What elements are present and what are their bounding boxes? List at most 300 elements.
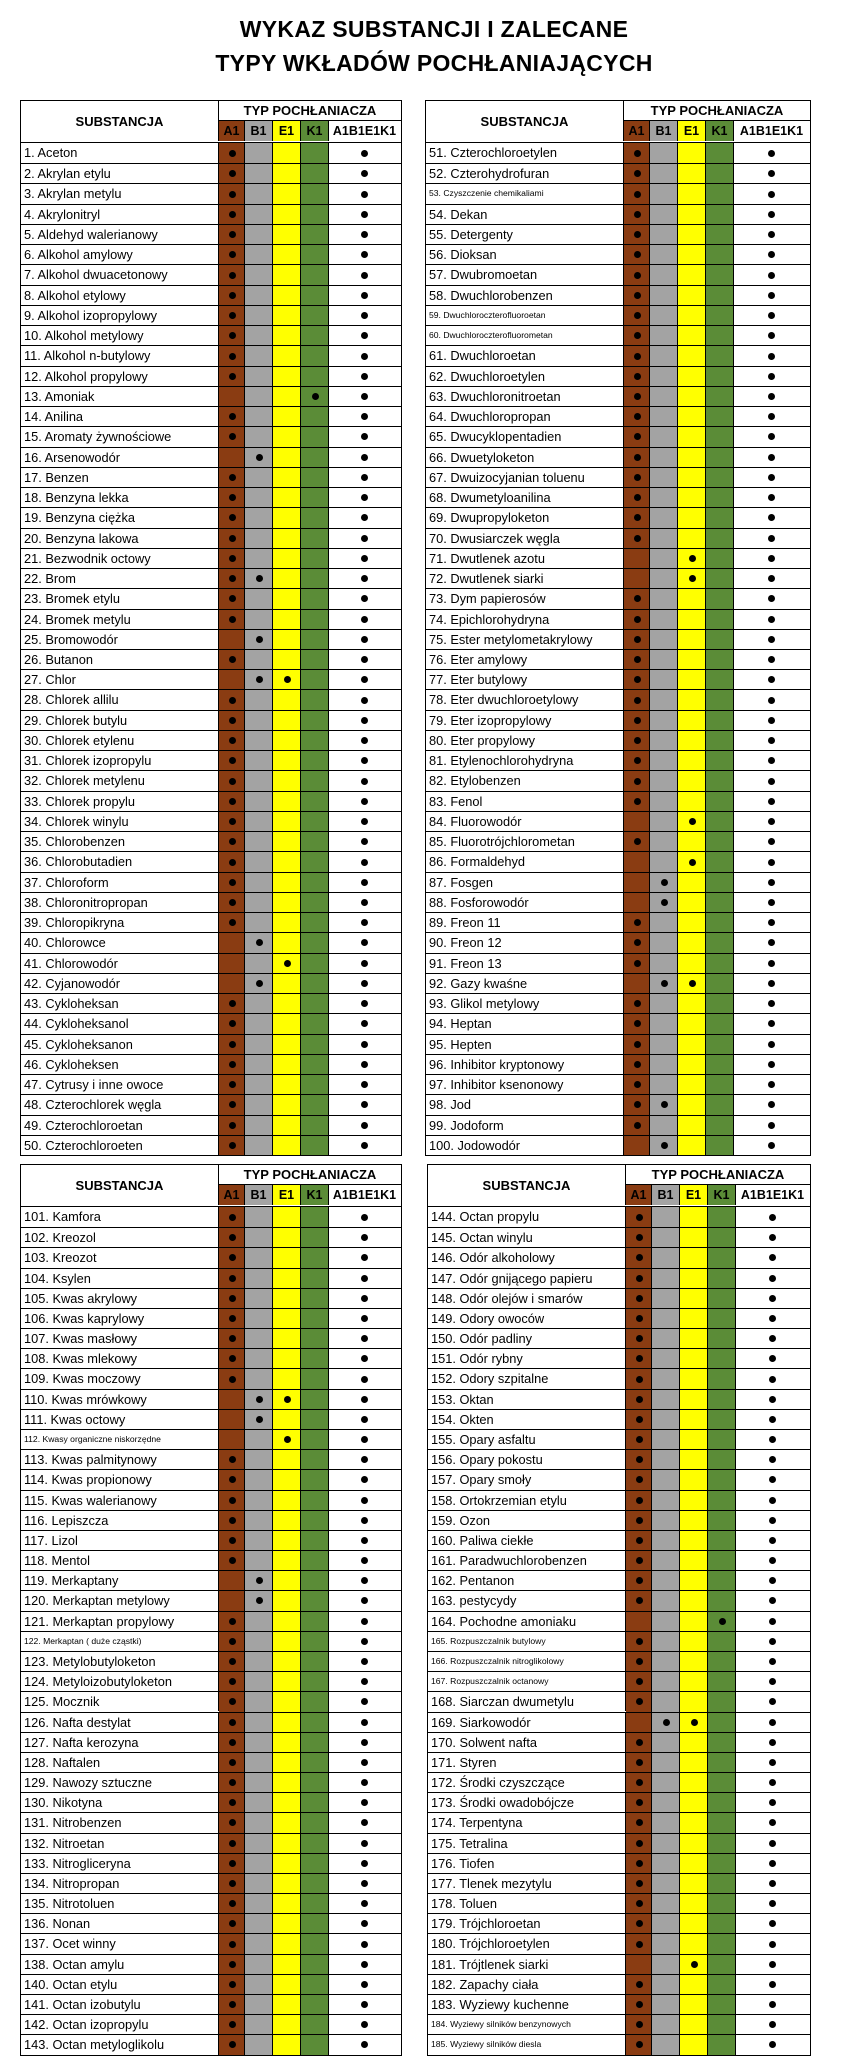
substance-name: 158. Ortokrzemian etylu bbox=[428, 1491, 626, 1510]
substance-name: 175. Tetralina bbox=[428, 1834, 626, 1853]
table-row bbox=[428, 1429, 810, 1449]
marker-dot-b1 bbox=[256, 980, 263, 987]
table-row bbox=[428, 1873, 810, 1893]
substance-name: 9. Alkohol izopropylowy bbox=[21, 306, 219, 325]
column-header-b1: B1 bbox=[652, 1185, 680, 1205]
table-row bbox=[428, 1631, 810, 1651]
substance-name: 26. Butanon bbox=[21, 650, 219, 669]
marker-dot-all bbox=[361, 1456, 368, 1463]
substance-name: 155. Opary asfaltu bbox=[428, 1430, 626, 1449]
marker-dot-all bbox=[768, 353, 775, 360]
marker-dot-all bbox=[768, 899, 775, 906]
marker-dot-e1 bbox=[691, 1961, 698, 1968]
marker-dot-all bbox=[768, 717, 775, 724]
table-row bbox=[428, 1550, 810, 1570]
substance-name: 168. Siarczan dwumetylu bbox=[428, 1692, 626, 1711]
table-row bbox=[21, 993, 401, 1013]
marker-dot-a1 bbox=[636, 1920, 643, 1927]
table-row bbox=[426, 325, 810, 345]
marker-dot-all bbox=[768, 1101, 775, 1108]
table-row bbox=[428, 1409, 810, 1429]
marker-dot-all bbox=[769, 1416, 776, 1423]
marker-dot-a1 bbox=[229, 818, 236, 825]
substance-name: 131. Nitrobenzen bbox=[21, 1813, 219, 1832]
marker-dot-all bbox=[768, 231, 775, 238]
marker-dot-all bbox=[768, 211, 775, 218]
marker-dot-all bbox=[361, 1142, 368, 1149]
marker-dot-all bbox=[361, 251, 368, 258]
substance-name: 108. Kwas mlekowy bbox=[21, 1349, 219, 1368]
table-row bbox=[21, 629, 401, 649]
marker-dot-a1 bbox=[636, 1456, 643, 1463]
table-row bbox=[21, 912, 401, 932]
marker-dot-all bbox=[361, 1020, 368, 1027]
substance-name: 98. Jod bbox=[426, 1095, 624, 1114]
marker-dot-e1 bbox=[691, 1719, 698, 1726]
marker-dot-all bbox=[361, 1376, 368, 1383]
marker-dot-all bbox=[361, 1061, 368, 1068]
substance-name: 153. Oktan bbox=[428, 1390, 626, 1409]
marker-dot-a1 bbox=[229, 555, 236, 562]
marker-dot-all bbox=[768, 393, 775, 400]
substance-name: 56. Dioksan bbox=[426, 245, 624, 264]
marker-dot-a1 bbox=[634, 1020, 641, 1027]
table-row bbox=[21, 224, 401, 244]
marker-dot-all bbox=[361, 737, 368, 744]
substance-name: 97. Inhibitor ksenonowy bbox=[426, 1075, 624, 1094]
table-row bbox=[426, 669, 810, 689]
table-row bbox=[428, 1348, 810, 1368]
substance-name: 151. Odór rybny bbox=[428, 1349, 626, 1368]
marker-dot-a1 bbox=[229, 1900, 236, 1907]
marker-dot-all bbox=[361, 1597, 368, 1604]
substance-name: 91. Freon 13 bbox=[426, 954, 624, 973]
marker-dot-all bbox=[768, 292, 775, 299]
table-row bbox=[426, 163, 810, 183]
substance-name: 106. Kwas kaprylowy bbox=[21, 1309, 219, 1328]
substance-name: 22. Brom bbox=[21, 569, 219, 588]
marker-dot-all bbox=[361, 798, 368, 805]
table-row bbox=[21, 710, 401, 730]
marker-dot-all bbox=[769, 1355, 776, 1362]
substance-name: 29. Chlorek butylu bbox=[21, 711, 219, 730]
marker-dot-all bbox=[361, 494, 368, 501]
marker-dot-b1 bbox=[256, 575, 263, 582]
marker-dot-b1 bbox=[256, 636, 263, 643]
substance-name: 51. Czterochloroetylen bbox=[426, 143, 624, 163]
marker-dot-a1 bbox=[229, 494, 236, 501]
substance-name: 8. Alkohol etylowy bbox=[21, 286, 219, 305]
marker-dot-a1 bbox=[634, 595, 641, 602]
marker-dot-all bbox=[769, 1941, 776, 1948]
column-header-a1: A1 bbox=[219, 1185, 245, 1205]
marker-dot-a1 bbox=[229, 1020, 236, 1027]
substance-table-3 bbox=[20, 1164, 402, 2056]
marker-dot-a1 bbox=[636, 1819, 643, 1826]
substance-name: 10. Alkohol metylowy bbox=[21, 326, 219, 345]
marker-dot-a1 bbox=[229, 1537, 236, 1544]
table-row bbox=[21, 2014, 401, 2034]
table-row bbox=[426, 791, 810, 811]
table-row bbox=[21, 1449, 401, 1469]
column-header-a1: A1 bbox=[626, 1185, 652, 1205]
table-row bbox=[426, 204, 810, 224]
table-row bbox=[21, 1490, 401, 1510]
substance-name: 142. Octan izopropylu bbox=[21, 2015, 219, 2034]
table-row bbox=[21, 1671, 401, 1691]
marker-dot-all bbox=[768, 474, 775, 481]
table-row bbox=[426, 244, 810, 264]
marker-dot-a1 bbox=[636, 1678, 643, 1685]
table-row bbox=[428, 1974, 810, 1994]
marker-dot-a1 bbox=[229, 1476, 236, 1483]
substance-name: 183. Wyziewy kuchenne bbox=[428, 1995, 626, 2014]
substance-name: 167. Rozpuszczalnik octanowy bbox=[428, 1672, 626, 1691]
marker-dot-a1 bbox=[636, 1557, 643, 1564]
marker-dot-a1 bbox=[229, 231, 236, 238]
substance-name: 18. Benzyna lekka bbox=[21, 488, 219, 507]
marker-dot-e1 bbox=[689, 980, 696, 987]
table-row bbox=[21, 689, 401, 709]
marker-dot-e1 bbox=[689, 555, 696, 562]
marker-dot-a1 bbox=[636, 1840, 643, 1847]
substance-name: 21. Bezwodnik octowy bbox=[21, 549, 219, 568]
substance-name: 178. Toluen bbox=[428, 1894, 626, 1913]
substance-name: 99. Jodoform bbox=[426, 1116, 624, 1135]
table-row bbox=[21, 1510, 401, 1530]
marker-dot-all bbox=[769, 1779, 776, 1786]
marker-dot-a1 bbox=[229, 535, 236, 542]
marker-dot-all bbox=[361, 312, 368, 319]
marker-dot-all bbox=[361, 170, 368, 177]
table-row bbox=[21, 264, 401, 284]
marker-dot-all bbox=[769, 1335, 776, 1342]
substance-name: 120. Merkaptan metylowy bbox=[21, 1591, 219, 1610]
marker-dot-a1 bbox=[229, 1719, 236, 1726]
marker-dot-all bbox=[769, 2041, 776, 2048]
marker-dot-a1 bbox=[229, 1618, 236, 1625]
marker-dot-all bbox=[361, 980, 368, 987]
substance-name: 143. Octan metyloglikolu bbox=[21, 2035, 219, 2054]
substance-header: SUBSTANCJA bbox=[426, 101, 624, 141]
substance-name: 118. Mentol bbox=[21, 1551, 219, 1570]
marker-dot-all bbox=[361, 1476, 368, 1483]
marker-dot-a1 bbox=[634, 433, 641, 440]
table-row bbox=[428, 1469, 810, 1489]
substance-name: 77. Eter butylowy bbox=[426, 670, 624, 689]
marker-dot-all bbox=[768, 312, 775, 319]
substance-name: 47. Cytrusy i inne owoce bbox=[21, 1075, 219, 1094]
table-row bbox=[21, 1054, 401, 1074]
substance-name: 170. Solwent nafta bbox=[428, 1733, 626, 1752]
column-header-k1: K1 bbox=[301, 1185, 329, 1205]
column-header-a1b1e1k1: A1B1E1K1 bbox=[734, 121, 809, 141]
marker-dot-all bbox=[768, 879, 775, 886]
marker-dot-all bbox=[361, 1041, 368, 1048]
marker-dot-all bbox=[769, 1900, 776, 1907]
marker-dot-a1 bbox=[634, 1000, 641, 1007]
marker-dot-all bbox=[361, 1517, 368, 1524]
substance-name: 110. Kwas mrówkowy bbox=[21, 1390, 219, 1409]
marker-dot-all bbox=[361, 1920, 368, 1927]
marker-dot-all bbox=[361, 859, 368, 866]
marker-dot-all bbox=[768, 433, 775, 440]
table-header bbox=[21, 101, 401, 143]
marker-dot-a1 bbox=[229, 332, 236, 339]
marker-dot-a1 bbox=[229, 292, 236, 299]
table-row bbox=[428, 1994, 810, 2014]
substance-name: 72. Dwutlenek siarki bbox=[426, 569, 624, 588]
marker-dot-a1 bbox=[636, 1597, 643, 1604]
marker-dot-all bbox=[769, 1315, 776, 1322]
table-row bbox=[21, 1247, 401, 1267]
marker-dot-a1 bbox=[634, 1041, 641, 1048]
table-row bbox=[21, 1732, 401, 1752]
table-row bbox=[426, 426, 810, 446]
marker-dot-b1 bbox=[661, 1142, 668, 1149]
table-row bbox=[426, 932, 810, 952]
marker-dot-all bbox=[769, 2001, 776, 2008]
substance-name: 7. Alkohol dwuacetonowy bbox=[21, 265, 219, 284]
table-row bbox=[21, 1074, 401, 1094]
marker-dot-a1 bbox=[229, 353, 236, 360]
table-row bbox=[428, 1510, 810, 1530]
marker-dot-all bbox=[361, 1739, 368, 1746]
table-row bbox=[426, 1115, 810, 1135]
marker-dot-all bbox=[768, 939, 775, 946]
marker-dot-a1 bbox=[229, 919, 236, 926]
table-row bbox=[21, 1094, 401, 1114]
substance-name: 112. Kwasy organiczne niskorzędne bbox=[21, 1430, 219, 1449]
substance-name: 14. Anilina bbox=[21, 407, 219, 426]
marker-dot-a1 bbox=[634, 454, 641, 461]
substance-table-2 bbox=[425, 100, 811, 1156]
table-row bbox=[21, 2034, 401, 2054]
marker-dot-all bbox=[361, 1081, 368, 1088]
marker-dot-a1 bbox=[634, 717, 641, 724]
table-row bbox=[426, 588, 810, 608]
table-row bbox=[21, 345, 401, 365]
substance-name: 68. Dwumetyloanilina bbox=[426, 488, 624, 507]
substance-name: 73. Dym papierosów bbox=[426, 589, 624, 608]
marker-dot-a1 bbox=[636, 2041, 643, 2048]
marker-dot-all bbox=[361, 535, 368, 542]
column-header-a1b1e1k1: A1B1E1K1 bbox=[329, 1185, 400, 1205]
table-row bbox=[21, 528, 401, 548]
marker-dot-b1 bbox=[661, 980, 668, 987]
marker-dot-all bbox=[769, 1295, 776, 1302]
column-header-a1b1e1k1: A1B1E1K1 bbox=[329, 121, 400, 141]
marker-dot-all bbox=[361, 1658, 368, 1665]
substance-name: 32. Chlorek metylenu bbox=[21, 771, 219, 790]
table-row bbox=[21, 1691, 401, 1711]
table-row bbox=[21, 1227, 401, 1247]
marker-dot-all bbox=[768, 1061, 775, 1068]
substance-table-4 bbox=[427, 1164, 811, 2056]
marker-dot-a1 bbox=[229, 514, 236, 521]
marker-dot-all bbox=[361, 433, 368, 440]
marker-dot-all bbox=[769, 1436, 776, 1443]
table-row bbox=[21, 1913, 401, 1933]
substance-name: 150. Odór padliny bbox=[428, 1329, 626, 1348]
absorber-type-header: TYP POCHŁANIACZA bbox=[219, 101, 401, 121]
marker-dot-all bbox=[769, 1497, 776, 1504]
marker-dot-a1 bbox=[634, 393, 641, 400]
marker-dot-a1 bbox=[636, 1739, 643, 1746]
substance-name: 37. Chloroform bbox=[21, 873, 219, 892]
substance-name: 109. Kwas moczowy bbox=[21, 1369, 219, 1388]
marker-dot-a1 bbox=[229, 697, 236, 704]
marker-dot-all bbox=[361, 1234, 368, 1241]
marker-dot-all bbox=[361, 1819, 368, 1826]
substance-name: 173. Środki owadobójcze bbox=[428, 1793, 626, 1812]
marker-dot-e1 bbox=[284, 1396, 291, 1403]
substance-name: 159. Ozon bbox=[428, 1511, 626, 1530]
table-row bbox=[426, 1054, 810, 1074]
marker-dot-a1 bbox=[634, 919, 641, 926]
marker-dot-a1 bbox=[634, 292, 641, 299]
column-header-k1: K1 bbox=[706, 121, 734, 141]
marker-dot-a1 bbox=[229, 737, 236, 744]
table-row bbox=[21, 750, 401, 770]
substance-table-1 bbox=[20, 100, 402, 1156]
substance-name: 103. Kreozot bbox=[21, 1248, 219, 1267]
marker-dot-all bbox=[768, 595, 775, 602]
substance-name: 117. Lizol bbox=[21, 1531, 219, 1550]
marker-dot-all bbox=[768, 778, 775, 785]
marker-dot-all bbox=[361, 1000, 368, 1007]
table-row bbox=[426, 568, 810, 588]
substance-name: 27. Chlor bbox=[21, 670, 219, 689]
marker-dot-all bbox=[361, 1295, 368, 1302]
marker-dot-a1 bbox=[636, 1698, 643, 1705]
marker-dot-all bbox=[768, 251, 775, 258]
marker-dot-a1 bbox=[229, 1355, 236, 1362]
marker-dot-a1 bbox=[229, 1254, 236, 1261]
table-row bbox=[21, 1348, 401, 1368]
marker-dot-all bbox=[361, 1981, 368, 1988]
table-row bbox=[426, 467, 810, 487]
marker-dot-all bbox=[769, 1638, 776, 1645]
table-row bbox=[21, 1611, 401, 1631]
marker-dot-all bbox=[768, 960, 775, 967]
table-row bbox=[428, 1328, 810, 1348]
substance-name: 115. Kwas walerianowy bbox=[21, 1491, 219, 1510]
substance-name: 88. Fosforowodór bbox=[426, 893, 624, 912]
table-row bbox=[426, 285, 810, 305]
marker-dot-a1 bbox=[229, 1799, 236, 1806]
marker-dot-all bbox=[769, 1396, 776, 1403]
marker-dot-a1 bbox=[229, 1214, 236, 1221]
marker-dot-all bbox=[768, 1142, 775, 1149]
marker-dot-a1 bbox=[636, 2001, 643, 2008]
substance-name: 61. Dwuchloroetan bbox=[426, 346, 624, 365]
marker-dot-a1 bbox=[229, 1335, 236, 1342]
marker-dot-a1 bbox=[229, 1981, 236, 1988]
substance-name: 121. Merkaptan propylowy bbox=[21, 1612, 219, 1631]
substance-name: 46. Cykloheksen bbox=[21, 1055, 219, 1074]
table-header bbox=[426, 101, 810, 143]
table-row bbox=[21, 143, 401, 163]
marker-dot-a1 bbox=[634, 636, 641, 643]
marker-dot-a1 bbox=[634, 150, 641, 157]
marker-dot-a1 bbox=[229, 474, 236, 481]
marker-dot-a1 bbox=[229, 312, 236, 319]
table-row bbox=[426, 224, 810, 244]
marker-dot-a1 bbox=[229, 717, 236, 724]
column-header-k1: K1 bbox=[708, 1185, 736, 1205]
marker-dot-a1 bbox=[634, 960, 641, 967]
marker-dot-a1 bbox=[636, 1295, 643, 1302]
marker-dot-a1 bbox=[229, 1840, 236, 1847]
table-row bbox=[428, 1308, 810, 1328]
marker-dot-k1 bbox=[719, 1618, 726, 1625]
substance-name: 58. Dwuchlorobenzen bbox=[426, 286, 624, 305]
marker-dot-a1 bbox=[229, 170, 236, 177]
marker-dot-all bbox=[768, 272, 775, 279]
table-row bbox=[428, 1570, 810, 1590]
table-row bbox=[21, 892, 401, 912]
table-row bbox=[428, 1833, 810, 1853]
substance-name: 84. Fluorowodór bbox=[426, 812, 624, 831]
substance-name: 25. Bromowodór bbox=[21, 630, 219, 649]
marker-dot-all bbox=[361, 373, 368, 380]
marker-dot-a1 bbox=[229, 1658, 236, 1665]
substance-name: 43. Cykloheksan bbox=[21, 994, 219, 1013]
substance-name: 156. Opary pokostu bbox=[428, 1450, 626, 1469]
marker-dot-a1 bbox=[636, 1396, 643, 1403]
substance-name: 96. Inhibitor kryptonowy bbox=[426, 1055, 624, 1074]
marker-dot-b1 bbox=[256, 676, 263, 683]
marker-dot-a1 bbox=[229, 1275, 236, 1282]
table-row bbox=[21, 730, 401, 750]
substance-name: 113. Kwas palmitynowy bbox=[21, 1450, 219, 1469]
substance-name: 122. Merkaptan ( duże cząstki) bbox=[21, 1632, 219, 1651]
marker-dot-all bbox=[361, 231, 368, 238]
substance-name: 152. Odory szpitalne bbox=[428, 1369, 626, 1388]
table-row bbox=[21, 851, 401, 871]
substance-name: 90. Freon 12 bbox=[426, 933, 624, 952]
substance-name: 65. Dwucyklopentadien bbox=[426, 427, 624, 446]
marker-dot-a1 bbox=[634, 838, 641, 845]
substance-name: 5. Aldehyd walerianowy bbox=[21, 225, 219, 244]
substance-name: 85. Fluorotrójchlorometan bbox=[426, 832, 624, 851]
table-row bbox=[21, 1974, 401, 1994]
marker-dot-all bbox=[769, 1840, 776, 1847]
marker-dot-all bbox=[361, 292, 368, 299]
marker-dot-all bbox=[768, 859, 775, 866]
marker-dot-all bbox=[361, 1315, 368, 1322]
substance-name: 181. Trójtlenek siarki bbox=[428, 1955, 626, 1974]
substance-name: 160. Paliwa ciekłe bbox=[428, 1531, 626, 1550]
table-row bbox=[21, 406, 401, 426]
substance-name: 141. Octan izobutylu bbox=[21, 1995, 219, 2014]
table-row bbox=[21, 1013, 401, 1033]
table-row bbox=[426, 548, 810, 568]
table-row bbox=[426, 710, 810, 730]
table-row bbox=[426, 507, 810, 527]
table-row bbox=[21, 548, 401, 568]
marker-dot-all bbox=[769, 1981, 776, 1988]
table-row bbox=[21, 1752, 401, 1772]
substance-name: 177. Tlenek mezytylu bbox=[428, 1874, 626, 1893]
marker-dot-a1 bbox=[634, 757, 641, 764]
marker-dot-all bbox=[361, 474, 368, 481]
table-row bbox=[426, 629, 810, 649]
marker-dot-a1 bbox=[229, 1678, 236, 1685]
table-row bbox=[21, 1954, 401, 1974]
marker-dot-a1 bbox=[229, 211, 236, 218]
